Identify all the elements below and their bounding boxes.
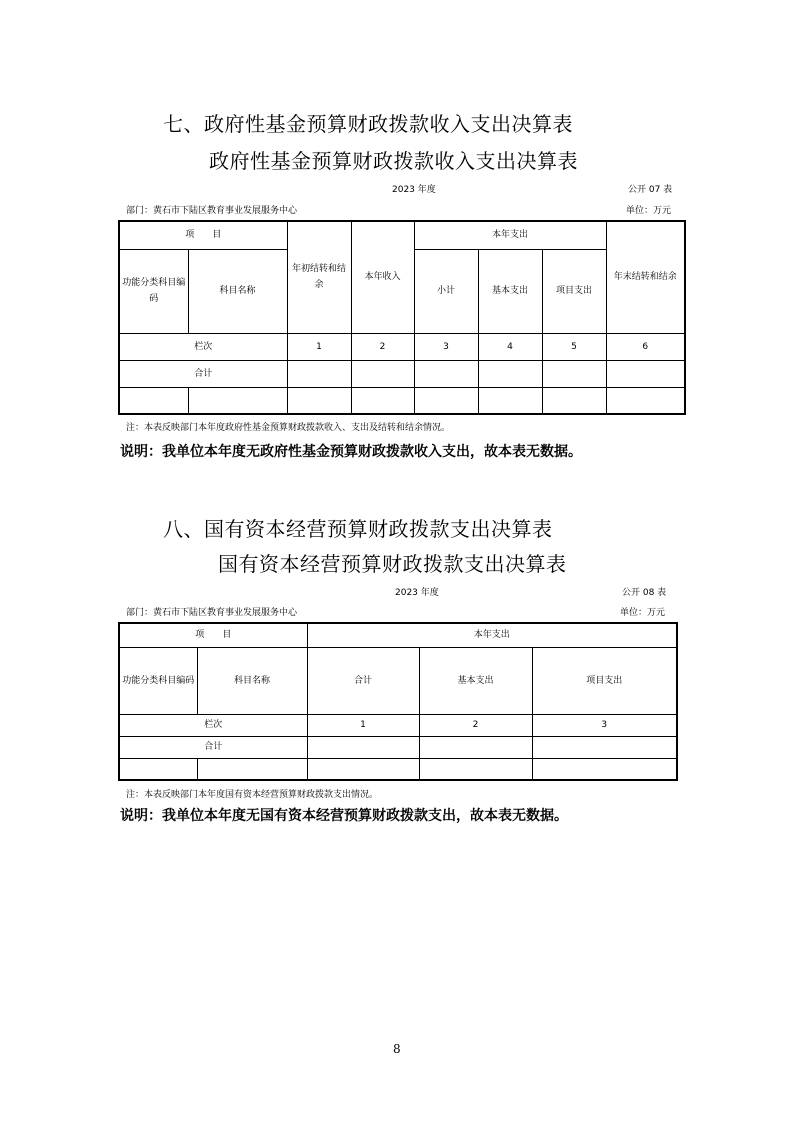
- s7-row-total-label: 合计: [119, 360, 287, 387]
- s8-cell: [307, 736, 419, 758]
- s7-cell: [287, 360, 351, 387]
- s8-header-basic: 基本支出: [419, 647, 532, 714]
- section7-table: [118, 220, 686, 415]
- section8-footnote: 注：本表反映部门本年度国有资本经营预算财政拨款支出情况。: [126, 790, 379, 800]
- s8-col-num: 3: [532, 714, 677, 736]
- s8-header-total: 合计: [307, 647, 419, 714]
- s8-header-expense: 本年支出: [307, 623, 677, 647]
- s7-cell: [188, 387, 287, 414]
- s7-header-end-balance: 年末结转和结余: [606, 221, 685, 333]
- section8-title: 国有资本经营预算财政拨款支出决算表: [218, 552, 567, 576]
- section7-heading: 七、政府性基金预算财政拨款收入支出决算表: [163, 112, 573, 136]
- section8-table-code: 公开 08 表: [622, 588, 667, 598]
- s8-col-num: 1: [307, 714, 419, 736]
- s7-header-income: 本年收入: [351, 221, 414, 333]
- section8-unit: 单位：万元: [620, 608, 666, 618]
- section7-department: 部门：黄石市下陆区教育事业发展服务中心: [126, 206, 298, 216]
- section7-footnote: 注：本表反映部门本年度政府性基金预算财政拨款收入、支出及结转和结余情况。: [126, 423, 451, 433]
- s8-header-subject-name: 科目名称: [197, 647, 307, 714]
- s7-col-num: 6: [606, 333, 685, 360]
- s7-header-item: 项 目: [119, 221, 287, 249]
- s8-row-col-label: 栏次: [119, 714, 307, 736]
- s7-header-project: 项目支出: [542, 249, 606, 333]
- s8-header-item: 项 目: [119, 623, 307, 647]
- s7-header-subject-name: 科目名称: [188, 249, 287, 333]
- s8-cell: [532, 736, 677, 758]
- s8-header-project: 项目支出: [532, 647, 677, 714]
- s7-header-func-code: 功能分类科目编码: [119, 249, 188, 333]
- s8-header-func-code: 功能分类科目编码: [119, 647, 197, 714]
- s7-cell: [542, 387, 606, 414]
- s7-cell: [351, 387, 414, 414]
- s7-cell: [542, 360, 606, 387]
- section7-year: 2023 年度: [392, 185, 436, 195]
- section7-explanation: 说明：我单位本年度无政府性基金预算财政拨款收入支出，故本表无数据。: [120, 444, 582, 460]
- section8-year: 2023 年度: [395, 588, 439, 598]
- s8-row-total-label: 合计: [119, 736, 307, 758]
- s7-cell: [478, 387, 542, 414]
- page-number: 8: [393, 1042, 401, 1056]
- s7-header-expense: 本年支出: [414, 221, 606, 249]
- section8-explanation: 说明：我单位本年度无国有资本经营预算财政拨款支出，故本表无数据。: [120, 808, 568, 824]
- section7-title: 政府性基金预算财政拨款收入支出决算表: [209, 149, 578, 173]
- section8-table: [118, 622, 678, 781]
- s8-cell: [119, 758, 197, 780]
- s7-col-num: 4: [478, 333, 542, 360]
- s7-cell: [351, 360, 414, 387]
- s7-col-num: 5: [542, 333, 606, 360]
- s7-row-col-label: 栏次: [119, 333, 287, 360]
- s7-cell: [119, 387, 188, 414]
- s8-col-num: 2: [419, 714, 532, 736]
- s8-cell: [532, 758, 677, 780]
- section7-unit: 单位：万元: [626, 206, 672, 216]
- s8-cell: [197, 758, 307, 780]
- s7-cell: [478, 360, 542, 387]
- s7-cell: [287, 387, 351, 414]
- s7-cell: [606, 360, 685, 387]
- s7-header-begin-balance: 年初结转和结余: [287, 221, 351, 333]
- s8-cell: [419, 758, 532, 780]
- s7-col-num: 2: [351, 333, 414, 360]
- s7-header-subtotal: 小计: [414, 249, 478, 333]
- s7-cell: [606, 387, 685, 414]
- s7-col-num: 1: [287, 333, 351, 360]
- s7-cell: [414, 387, 478, 414]
- section7-table-code: 公开 07 表: [628, 185, 673, 195]
- s7-col-num: 3: [414, 333, 478, 360]
- section8-department: 部门：黄石市下陆区教育事业发展服务中心: [126, 608, 298, 618]
- s7-header-basic: 基本支出: [478, 249, 542, 333]
- section8-heading: 八、国有资本经营预算财政拨款支出决算表: [163, 517, 553, 541]
- s8-cell: [307, 758, 419, 780]
- s8-cell: [419, 736, 532, 758]
- s7-cell: [414, 360, 478, 387]
